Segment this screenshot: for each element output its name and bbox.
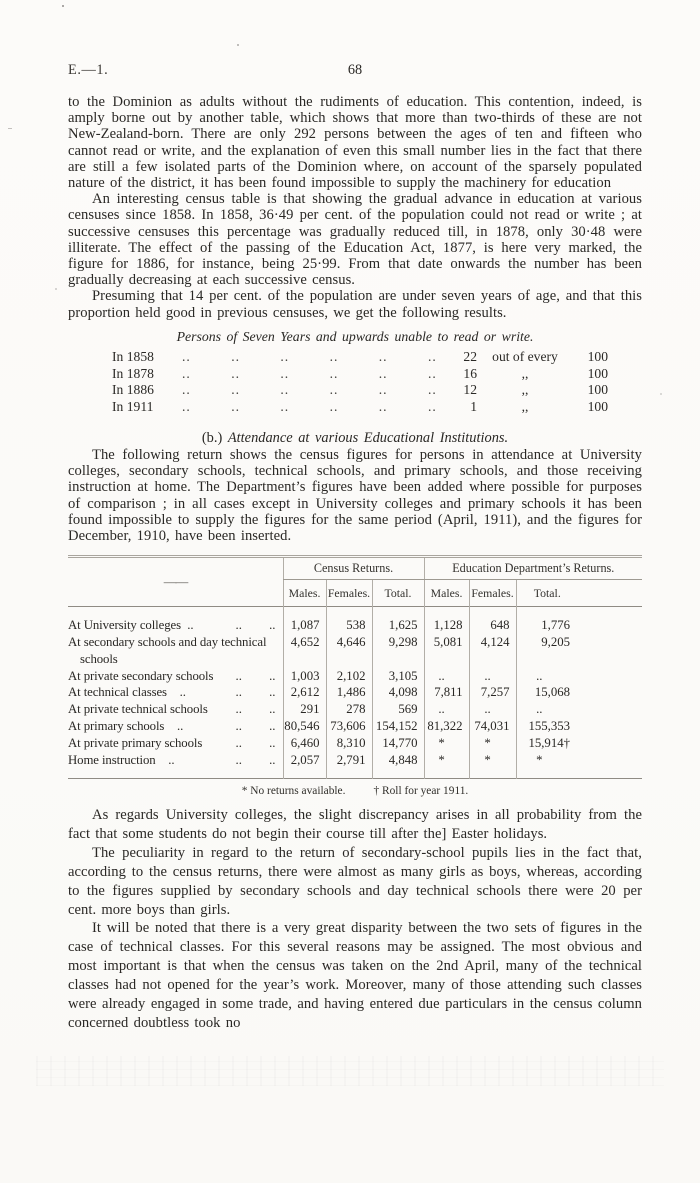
page-body: [68, 94, 642, 1033]
table-cell: 4,646: [326, 634, 372, 668]
scan-speck: [55, 288, 57, 290]
table-cell: 569: [372, 701, 424, 718]
table-cell: 291: [283, 701, 326, 718]
column-header: Total.: [372, 579, 424, 606]
column-header: Total.: [516, 579, 642, 606]
paragraph: It will be noted that there is a very great disparity between the two sets of figures in the case of technical classes. For this several reasons may be assigned. The most obvious and most important is that when the census was taken on the 2nd April, many of the technical classes had not opened for the year’s work. Moreover, many of those attending such classes were already engaged in some trade, and having entered due particulars in the census column concerned doubtless took no: [68, 920, 642, 1031]
table-cell: *: [516, 752, 642, 778]
row-label: At primary schools ..: [68, 719, 184, 734]
list-item-unit: ,,: [521, 365, 529, 381]
dot-leader: .. .. .. .. .. ..: [182, 382, 437, 398]
table-cell: 1,087: [283, 606, 326, 633]
table-cell: ..: [424, 701, 469, 718]
list-item: [112, 366, 608, 383]
column-header: Males.: [424, 579, 469, 606]
list-item: [112, 349, 608, 366]
table-cell: *: [424, 735, 469, 752]
table-cell: 648: [469, 606, 516, 633]
column-header: Females.: [326, 579, 372, 606]
table-corner-cell: [68, 557, 283, 607]
table-cell: *: [469, 735, 516, 752]
table-cell: 9,205: [516, 634, 642, 668]
table-cell: 4,124: [469, 634, 516, 668]
row-label: At technical classes ..: [68, 685, 186, 700]
table-row: [68, 668, 642, 685]
row-label: At University colleges ..: [68, 617, 194, 632]
list-item: [112, 382, 608, 399]
table-cell: 7,257: [469, 684, 516, 701]
dot-leader: .. ..: [235, 685, 276, 700]
page-number: 68: [347, 62, 363, 78]
table-cell: ..: [469, 668, 516, 685]
dot-leader: .. ..: [235, 702, 276, 717]
table-cell: 1,625: [372, 606, 424, 633]
corner-dash: ——: [163, 574, 187, 590]
table-cell: 154,152: [372, 718, 424, 735]
column-group-education: Education Department’s Returns.: [424, 557, 642, 580]
section-heading-title: Attendance at various Educational Institutions.: [227, 430, 509, 447]
table-row: [68, 701, 642, 718]
list-item-per: 100: [587, 348, 608, 364]
table-row: [68, 606, 642, 633]
dot-leader: .. ..: [235, 617, 276, 632]
table-cell: 9,298: [372, 634, 424, 668]
paragraph: Presuming that 14 per cent. of the population are under seven years of age, and that this proportion held good in previous censuses, we get the following results.: [68, 288, 642, 321]
table-cell: ..: [469, 701, 516, 718]
table-cell: 15,068: [516, 684, 642, 701]
table-cell: 8,310: [326, 735, 372, 752]
list-item-label: In 1911: [112, 399, 154, 415]
table-cell: 2,102: [326, 668, 372, 685]
list-item-per: 100: [587, 382, 608, 398]
table-cell: 1,776: [516, 606, 642, 633]
table-cell: 278: [326, 701, 372, 718]
dot-leader: .. ..: [235, 736, 276, 751]
scan-noise: [36, 1056, 664, 1086]
list-item-label: In 1878: [112, 365, 154, 381]
table-cell: 14,770: [372, 735, 424, 752]
dot-leader: .. .. .. .. .. ..: [182, 399, 437, 415]
table-footnotes: [68, 785, 642, 797]
list-item-unit: ,,: [521, 399, 529, 415]
table-cell: 4,848: [372, 752, 424, 778]
literacy-list: [112, 349, 608, 416]
table-cell: 15,914†: [516, 735, 642, 752]
table-cell: 2,057: [283, 752, 326, 778]
table-cell: 7,811: [424, 684, 469, 701]
table-cell: *: [424, 752, 469, 778]
row-label: At private technical schools: [68, 702, 208, 717]
table-row: [68, 634, 642, 668]
row-label: Home instruction ..: [68, 753, 175, 768]
table-cell: ..: [516, 668, 642, 685]
row-label: At secondary schools and day technical schools: [68, 634, 267, 666]
dot-leader: .. .. .. .. .. ..: [182, 348, 437, 364]
scan-speck: [660, 393, 662, 395]
list-item-unit: ,,: [521, 382, 529, 398]
table-cell: 1,486: [326, 684, 372, 701]
table-cell: 74,031: [469, 718, 516, 735]
paragraph: The following return shows the census figures for persons in attendance at University colleges, secondary schools, technical schools, and primary schools, and those receiving instruction at home. The Department’s figures have been added where possible for purposes of comparison ; in all cases except in University colleges and primary schools it has been found impossible to supply the figures for the same period (April, 1911), and the figures for December, 1910, have been inserted.: [68, 447, 642, 545]
scan-speck: [8, 128, 12, 129]
table-cell: 6,460: [283, 735, 326, 752]
running-head: [68, 62, 642, 79]
table-cell: 3,105: [372, 668, 424, 685]
table-cell: 4,098: [372, 684, 424, 701]
table-cell: ..: [516, 701, 642, 718]
section-heading-prefix: (b.): [201, 430, 223, 447]
section-heading: [68, 430, 642, 447]
list-item-unit: out of every: [492, 348, 558, 364]
table-cell: *: [469, 752, 516, 778]
table-cell: 81,322: [424, 718, 469, 735]
scan-speck: [62, 5, 64, 7]
table-cell: 80,546: [283, 718, 326, 735]
table-cell: ..: [424, 668, 469, 685]
table-cell: 5,081: [424, 634, 469, 668]
paragraph: As regards University colleges, the slight discrepancy arises in all probability from the fact that some students do not begin their course till after the] Easter holidays.: [68, 807, 642, 842]
scan-speck: [237, 44, 239, 46]
document-reference: E.—1.: [68, 62, 109, 78]
dot-leader: .. ..: [235, 753, 276, 768]
list-item: [112, 399, 608, 416]
list-item-per: 100: [587, 399, 608, 415]
row-label: At private primary schools: [68, 736, 203, 751]
table-cell: 1,003: [283, 668, 326, 685]
table-cell: 2,612: [283, 684, 326, 701]
dot-leader: .. ..: [235, 719, 276, 734]
column-group-census: Census Returns.: [283, 557, 424, 580]
table-row: [68, 684, 642, 701]
dot-leader: .. .. .. .. .. ..: [182, 365, 437, 381]
column-header: Females.: [469, 579, 516, 606]
paragraph: An interesting census table is that showing the gradual advance in education at various censuses since 1858. In 1858, 36·49 per cent. of the population could not read or write ; at successive censuses this percentage was gradually reduced till, in 1878, only 30·48 were illiterate. The effect of the passing of the Education Act, 1877, is here very marked, the figure for 1886, for instance, being 25·99. From that date onwards the number has been gradually decreasing at each successive census.: [68, 191, 642, 289]
list-item-value: 1: [470, 399, 477, 415]
list-item-value: 12: [463, 382, 477, 398]
table-row: [68, 735, 642, 752]
dot-leader: .. ..: [235, 668, 276, 683]
table-row: [68, 718, 642, 735]
footnote-dagger: † Roll for year 1911.: [373, 785, 469, 797]
list-item-per: 100: [587, 365, 608, 381]
table-cell: 2,791: [326, 752, 372, 778]
footnote-asterisk: * No returns available.: [241, 785, 346, 797]
literacy-list-caption: Persons of Seven Years and upwards unable to read or write.: [176, 328, 534, 344]
table-cell: 1,128: [424, 606, 469, 633]
list-item-label: In 1858: [112, 348, 154, 364]
list-item-value: 16: [463, 365, 477, 381]
table-cell: 4,652: [283, 634, 326, 668]
column-header: Males.: [283, 579, 326, 606]
list-item-value: 22: [463, 348, 477, 364]
table-row: [68, 752, 642, 778]
list-item-label: In 1886: [112, 382, 154, 398]
paragraph-continuation: to the Dominion as adults without the rudiments of education. This contention, indeed, is amply borne out by another table, which shows that more than two-thirds of these are not New-Zealand-born. There are only 292 persons between the ages of ten and fifteen who cannot read or write, and the explanation of even this small number lies in the fact that there are still a few isolated parts of the Dominion where, on account of the sparsely populated nature of the district, it has been found impossible to supply the machinery for education: [68, 94, 642, 192]
attendance-table: [68, 555, 642, 779]
paragraph: The peculiarity in regard to the return of secondary-school pupils lies in the fact that, according to the census returns, there were almost as many girls as boys, whereas, according to the figures supplied by secondary schools and day technical schools there were 20 per cent. more boys than girls.: [68, 844, 642, 918]
row-label: At private secondary schools: [68, 668, 214, 683]
table-cell: 538: [326, 606, 372, 633]
table-cell: 155,353: [516, 718, 642, 735]
table-cell: 73,606: [326, 718, 372, 735]
